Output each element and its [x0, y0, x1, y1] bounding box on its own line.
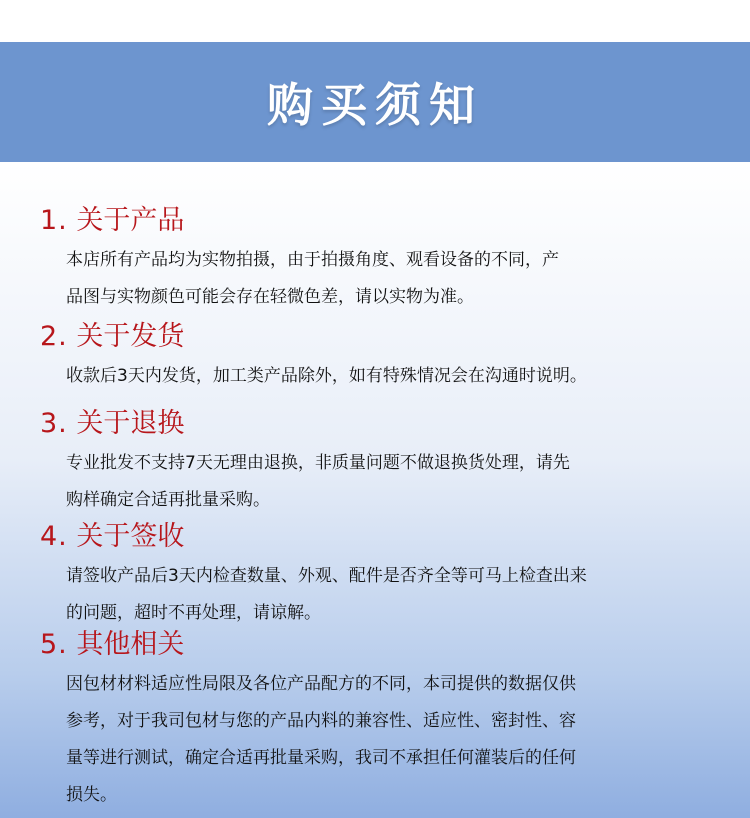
section-heading — [40, 407, 184, 441]
section-number: 5. — [40, 629, 68, 660]
section-heading — [40, 204, 184, 238]
section-text — [66, 242, 726, 316]
section-title: 关于产品 — [76, 205, 185, 236]
text-line: 的问题，超时不再处理，请谅解。 — [66, 603, 321, 623]
header-banner — [0, 42, 750, 162]
text-line: 购样确定合适再批量采购。 — [66, 490, 270, 510]
text-line: 收款后3天内发货，加工类产品除外，如有特殊情况会在沟通时说明。 — [66, 366, 587, 386]
section-heading — [40, 320, 184, 354]
text-line: 请签收产品后3天内检查数量、外观、配件是否齐全等可马上检查出来 — [66, 566, 587, 586]
section-title: 关于签收 — [76, 521, 185, 552]
page-title: 购买须知 — [267, 78, 483, 132]
section-heading — [40, 520, 184, 554]
text-line: 本店所有产品均为实物拍摄，由于拍摄角度、观看设备的不同，产 — [66, 250, 559, 270]
text-line: 因包材材料适应性局限及各位产品配方的不同，本司提供的数据仅供 — [66, 674, 576, 694]
text-line: 品图与实物颜色可能会存在轻微色差，请以实物为准。 — [66, 287, 474, 307]
section-number: 4. — [40, 521, 68, 552]
section-text — [66, 445, 726, 519]
text-line: 量等进行测试，确定合适再批量采购，我司不承担任何灌装后的任何 — [66, 748, 576, 768]
text-line: 专业批发不支持7天无理由退换，非质量问题不做退换货处理，请先 — [66, 453, 570, 473]
text-line: 损失。 — [66, 785, 117, 805]
section-number: 3. — [40, 408, 68, 439]
section-text — [66, 666, 726, 814]
section-heading — [40, 628, 184, 662]
notice-content — [0, 162, 750, 818]
section-number: 1. — [40, 205, 68, 236]
section-title: 关于退换 — [76, 408, 185, 439]
section-text — [66, 558, 726, 632]
section-title: 其他相关 — [76, 629, 185, 660]
section-number: 2. — [40, 321, 68, 352]
section-title: 关于发货 — [76, 321, 185, 352]
section-text — [66, 358, 726, 395]
text-line: 参考，对于我司包材与您的产品内料的兼容性、适应性、密封性、容 — [66, 711, 576, 731]
